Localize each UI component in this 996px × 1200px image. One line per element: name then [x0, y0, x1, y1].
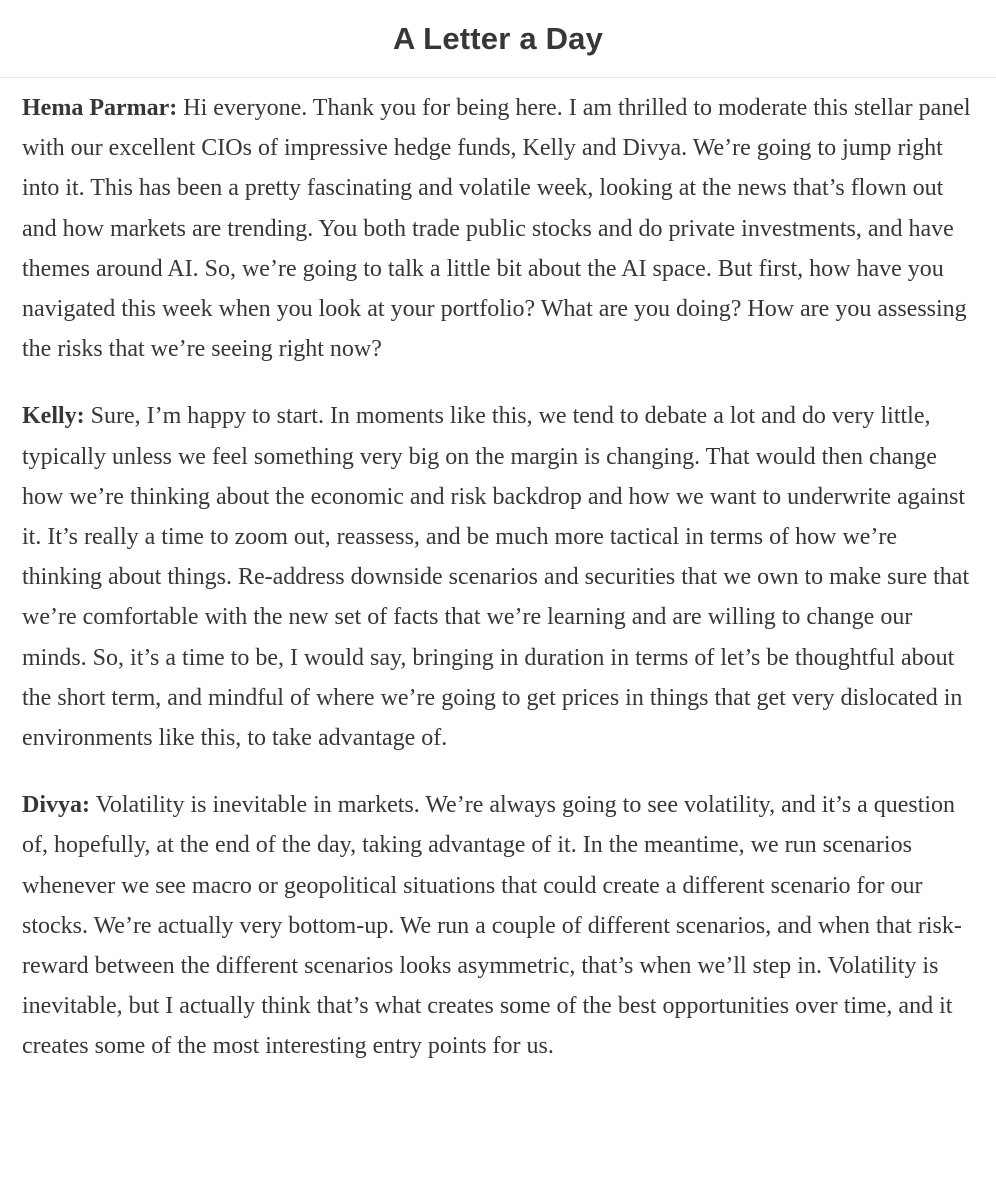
article-body	[0, 78, 996, 1067]
paragraph-text: Sure, I’m happy to start. In moments like this, we tend to debate a lot and do very little, typically unless we feel something very big on the margin is changing. That would then change how we’re thinking about the economic and risk backdrop and how we want to underwrite against it. It’s really a time to zoom out, reassess, and be much more tactical in terms of how we’re thinking about things. Re-address downside scenarios and securities that we own to make sure that we’re comfortable with the new set of facts that we’re learning and are willing to change our minds. So, it’s a time to be, I would say, bringing in duration in terms of let’s be thoughtful about the short term, and mindful of where we’re going to get prices in things that get very dislocated in environments like this, to take advantage of.	[22, 403, 970, 752]
paragraph-text: Volatility is inevitable in markets. We’re always going to see volatility, and it’s a question of, hopefully, at the end of the day, taking advantage of it. In the meantime, we run scenarios whenever we see macro or geopolitical situations that could create a different scenario for our stocks. We’re actually very bottom-up. We run a couple of different scenarios, and when that risk-reward between the different scenarios looks asymmetric, that’s when we’ll step in. Volatility is inevitable, but I actually think that’s what creates some of the best opportunities over time, and it creates some of the most interesting entry points for us.	[22, 792, 962, 1060]
speaker-name: Hema Parmar:	[22, 95, 178, 121]
paragraph-kelly	[22, 396, 982, 758]
paragraph-hema-parmar	[22, 88, 982, 369]
site-header	[0, 0, 996, 78]
speaker-name: Divya:	[22, 792, 90, 819]
paragraph-divya	[22, 785, 982, 1066]
paragraph-text: Hi everyone. Thank you for being here. I am thrilled to moderate this stellar panel with our excellent CIOs of impressive hedge funds, Kelly and Divya. We’re going to jump right into it. This has been a pretty fascinating and volatile week, looking at the news that’s flown out and how markets are trending. You both trade public stocks and do private investments, and have themes around AI. So, we’re going to talk a little bit about the AI space. But first, how have you navigated this week when you look at your portfolio? What are you doing? How are you assessing the risks that we’re seeing right now?	[22, 95, 971, 363]
speaker-name: Kelly:	[22, 403, 85, 430]
site-title[interactable]: A Letter a Day	[392, 20, 604, 56]
